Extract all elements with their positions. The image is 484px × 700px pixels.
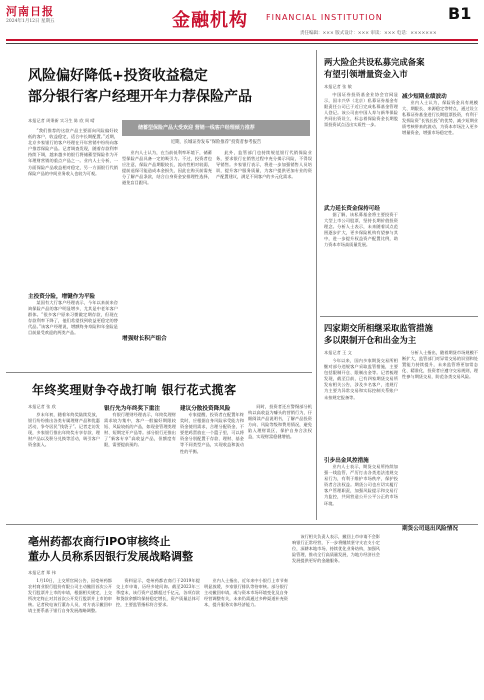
right-headline-1-line1: 两大险企共设私募完成备案 <box>324 57 425 67</box>
page-number: B1 <box>448 4 472 23</box>
right-headline-2 <box>324 322 478 346</box>
right2-subhead-2: 期货公司退出风险情况 <box>402 526 458 532</box>
paragraph: 此外，监管部门也持续规范银行代销保险业务，要求银行在销售过程中充分揭示风险，不得误导销售。多家银行表示，将进一步加强销售人员培训，提升客户服务质量，为客户提供更加专业的资产配置建议，满足不同客户的多元化需求。 <box>216 150 312 180</box>
lead-headline-line2: 部分银行客户经理开年力荐保险产品 <box>28 89 252 105</box>
right-headline-2-line2: 多以限制开仓和出金为主 <box>324 335 417 345</box>
article-divider <box>6 372 312 373</box>
paragraph: 业内人士表示，期货交易所持续加强一线监管，严厉打击各类违法违规交易行为，有利于维护市场秩序，保护投资者合法权益。期货公司也应切实履行客户管理职责，加强风险提示和交易行为监控，共同营造公开公平公正的市场环境。 <box>324 464 398 506</box>
article-divider <box>320 316 478 317</box>
paragraph: 专家提醒，投资者在配置年终奖时，应根据自身风险承受能力和资金使用需求，合理分配资金，不要把鸡蛋放在一个篮子里，可以将资金分别配置于存款、理财、基金等不同类型产品，实现收益和流动性的平衡。 <box>180 412 244 454</box>
third-column-1 <box>28 578 112 694</box>
third-column-4 <box>292 534 380 694</box>
paragraph: 业内人士认为，保险资金具有规模大、期限长、来源稳定等特点，通过设立私募证券基金进行长期股票投资，有利于发挥险资“长钱长投”的优势，减少短期业绩考核带来的波动，为资本市场注入更多增量资金，增强市场稳定性。 <box>402 100 478 136</box>
third-byline: 本报记者 郑 伟 <box>28 570 56 575</box>
paragraph: 某国有大行客户经理表示，今年以来前来咨询保险产品的客户明显增多，尤其是中老年客户群体。“很多客户原来习惯做定期存款，但现在存款利率下降了，他们希望找到收益更稳定的替代品。”该客户经理说，增额终身寿险和年金险是目前最受欢迎的两类产品。 <box>28 300 118 336</box>
third-column-2 <box>116 578 200 694</box>
lead-banner-text: 储蓄型保险产品大受欢迎 营销一线客户经理倾力推荐 <box>138 125 255 131</box>
lead-column-1 <box>28 128 118 288</box>
column-divider <box>316 50 317 520</box>
lead-headline <box>28 66 358 108</box>
lead-subhead-1: 主投资分险，增键作为平险 <box>28 294 96 300</box>
second-headline: 年终奖理财争夺战打响 银行花式揽客 <box>32 383 237 397</box>
second-column-2 <box>104 412 176 520</box>
right1-column-1 <box>324 92 398 198</box>
right1-column-1b <box>324 212 398 312</box>
lead-column-3 <box>216 150 312 368</box>
lead-quote: 近期，长城证券发布“保险推荐”投资者参考报告 <box>170 140 262 145</box>
paragraph: 中国证券投资基金业协会官网显示，国丰兴华（北京）私募证券基金有限责任公司已于近日完成私募基金管理人登记。该公司由中国人寿与新华保险共同出资设立，标志着保险资金长期股票投资试点迈出实质性一步。 <box>324 92 398 128</box>
paragraph: 1月10日，上交所官网公告，因亳州药都农村商业银行股份有限公司主动撤回首次公开发行股票并上市的申请，根据相关规定，上交所决定终止对其首次公开发行股票并上市的审核。记者致电该行董办人员，对方表示撤回申请主要系基于银行自身发展战略调整。 <box>28 578 112 614</box>
second-byline: 本报记者 张 欣 <box>28 404 56 409</box>
paragraph: 业内人士认为，在当前低利率环境下，储蓄型保险产品具备一定的吸引力。不过，投资者也应注意，保险产品期限较长，流动性相对较弱，提前退保可能造成本金损失，因此在购买前需充分了解产品条款，结合自身资金安排理性选择，避免盲目跟风。 <box>122 150 212 186</box>
right-headline-1-line2: 有望引领增量资金入市 <box>324 69 408 79</box>
paragraph: 据了解，该私募基金将主要投资于大型上市公司股票，坚持长期价值投资理念。分析人士表示，未来随着试点范围逐步扩大，更多保险机构有望参与其中，进一步提升权益资产配置比例，助力资本市场高质量发展。 <box>324 212 398 248</box>
second-column-3 <box>180 412 244 520</box>
page-header <box>0 0 484 46</box>
second-column-1 <box>28 412 100 520</box>
third-column-3 <box>204 578 288 694</box>
paragraph: 该行相关负责人表示，撤回上市申请不会影响银行正常经营，下一步将继续坚守支农支小定位，深耕本地市场，持续优化业务结构，加强风险管理，推动全行高质量发展，为地方经济社会发展提供更好的金融服务。 <box>292 534 380 564</box>
lead-headline-line1: 风险偏好降低+投资收益稳定 <box>28 68 208 84</box>
right1-byline: 本报记者 张 敏 <box>324 84 352 89</box>
header-rule-thin <box>6 43 478 44</box>
paragraph: 今年以来，国内多家期货交易所相继对部分违规客户采取监管措施，主要包括限制开仓、限制出金等。记者梳理发现，截至目前，已有四家期货交易所发布相关公告，涉及多名客户，违规行为主要为异常交易和实际控制关系账户未按规定报备等。 <box>324 358 398 400</box>
paragraph: “我们推荐的这款产品主要面向风险偏好较低的客户，收益稳定，适合中长期配置。”近期，北京多家银行的客户经理在开年营销中纷纷向客户推荐保险产品。记者调查发现，随着存款利率持续下调，越来越多的银行将储蓄型保险作为开年理财营销的重点产品之一。业内人士分析，一方面保险产品收益相对稳定，另一方面银行代销保险产品的中间业务收入也较为可观。 <box>28 128 118 176</box>
masthead: 河南日报 <box>6 5 54 18</box>
right1-subhead-2: 武力延长资金保持可经 <box>324 206 380 212</box>
paragraph: 有银行理财经理表示，年终奖理财需求较为集中，客户一般偏好期限较短、风险较低的产品，如现金管理类理财、短期定开产品等。部分银行还推出了“新客专享”高收益产品，但额度有限，需要提前预约。 <box>104 412 176 448</box>
header-rule <box>6 39 478 41</box>
right2-byline: 本报记者 王 文 <box>324 350 352 355</box>
paragraph: 业内人士指出，近年来中小银行上市节奏明显放缓，多家银行排队等待审核。部分银行主动撤回申请，或与资本市场环境变化及自身经营调整有关，未来仍需通过多种渠道补充资本，提升服务实体经济能力。 <box>204 578 288 608</box>
right2-subhead-1: 引步出金风控措施 <box>324 458 369 464</box>
paragraph: 资料显示，亳州药都农商行于2019年提交上市申请，历经多轮问询。截至2023年三季度末，该行资产总额超过千亿元，各项存款和贷款余额均保持稳定增长，资产质量总体可控，主要监管指标符合要求。 <box>116 578 200 608</box>
right-headline-2-line1: 四家期交所相继采取监管措施 <box>324 323 433 333</box>
lead-byline: 本报记者 周秉新 实习生 陈 欣 周 晴 <box>28 118 95 123</box>
second-subhead-2: 建议分散投资降风险 <box>180 406 231 412</box>
right1-subhead-1: 减少短期业绩波动 <box>402 94 447 100</box>
right2-column-2 <box>402 350 478 520</box>
third-headline <box>28 534 288 564</box>
right2-column-1 <box>324 358 398 452</box>
right2-column-1b <box>324 464 398 520</box>
second-column-4 <box>248 404 312 520</box>
paragraph: 岁末年初，随着年终奖陆续发放，银行纷纷推出各类专属理财产品和优惠活动，争夺居民“钱袋子”。记者走访发现，多家银行推出年终奖专享存款、理财产品以及积分兑换等活动，吸引客户资金流入。 <box>28 412 100 448</box>
third-headline-line1: 亳州药都农商行IPO审核终止 <box>28 535 171 548</box>
section-title-en: FINANCIAL INSTITUTION <box>266 13 383 22</box>
section-title: 金融机构 <box>172 10 248 31</box>
right1-column-2 <box>402 100 478 312</box>
lead-column-1b <box>28 300 118 368</box>
second-subhead-1: 银行先为年终奖下重注 <box>104 406 160 412</box>
paragraph: 同时，投资者还应警惕部分机构以高收益为噱头的营销行为，仔细阅读产品说明书，了解产品投资方向、风险等级和费用情况，避免陷入理财误区，保护自身合法权益，实现财富稳健增值。 <box>248 404 312 440</box>
issue-date: 2024年1月12日 星期五 <box>6 19 55 24</box>
editor-line: 责任编辑：××× 版式设计：××× 审读：××× 电话：××××××× <box>300 31 437 36</box>
right-headline-1 <box>324 56 478 80</box>
third-headline-line2: 董办人员称系因银行发展战略调整 <box>28 550 193 563</box>
lead-subhead-2: 增强财长积产组合 <box>122 336 167 342</box>
lead-column-2 <box>122 150 212 330</box>
paragraph: 分析人士指出，随着期货市场规模不断扩大，监管部门对异常交易的识别和处置能力持续提升，未来监管将更加常态化、精准化，投资者应遵守交易规则，理性参与期货交易，防范各类交易风险。 <box>402 350 478 380</box>
